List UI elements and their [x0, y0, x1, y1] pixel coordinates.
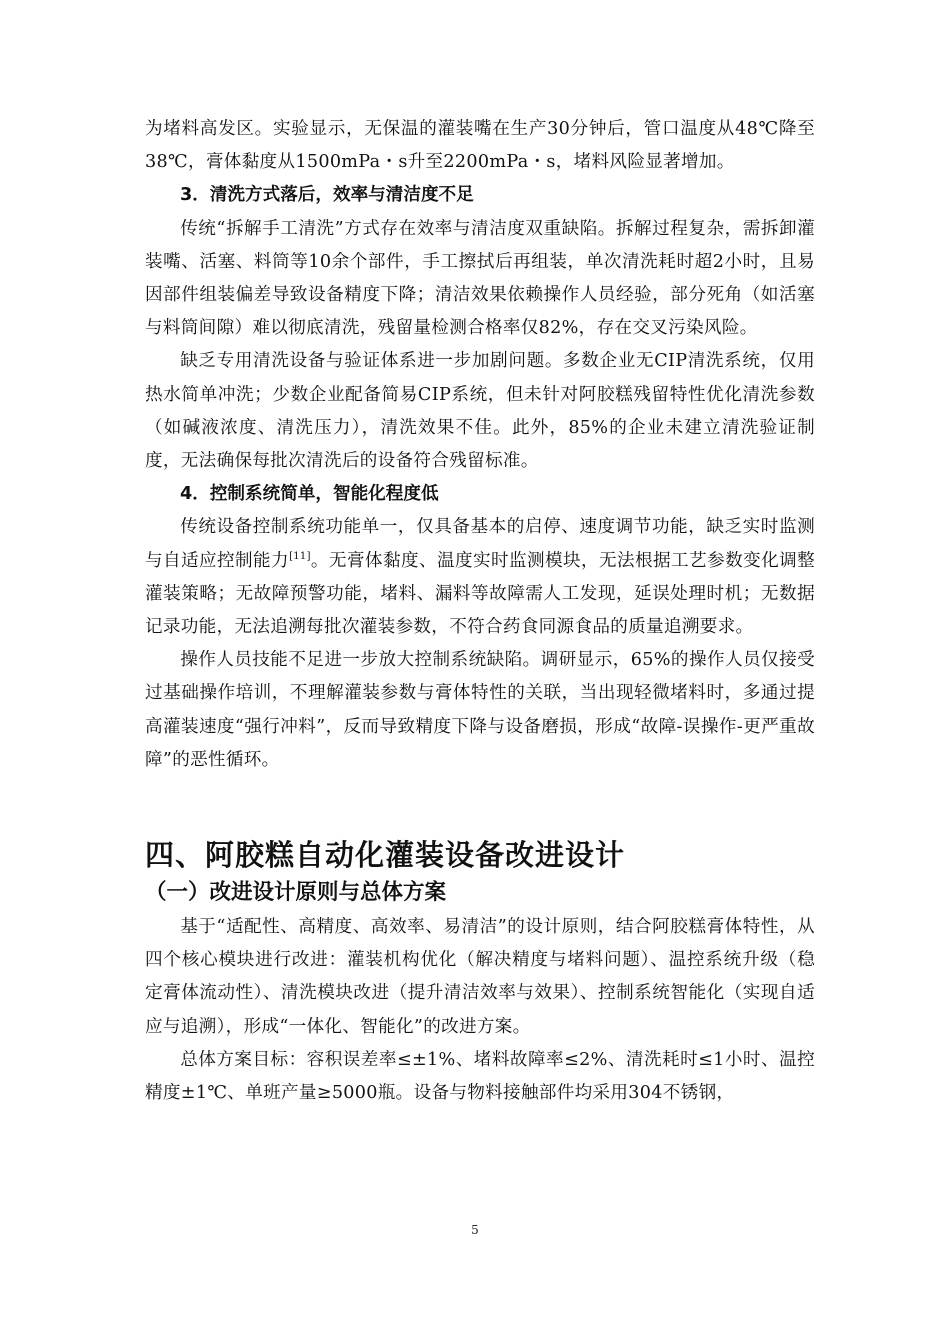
section-gap	[145, 777, 815, 835]
paragraph: 操作人员技能不足进一步放大控制系统缺陷。调研显示，65%的操作人员仅接受过基础操作培训，不理解灌装参数与膏体特性的关联，当出现轻微堵料时，多通过提高灌装速度“强行冲料”，反而导致精度下降与设备磨损，形成“故障-误操作-更严重故障”的恶性循环。	[145, 650, 815, 770]
citation-ref: [11]	[289, 550, 311, 562]
paragraph: 总体方案目标：容积误差率≤±1%、堵料故障率≤2%、清洗耗时≤1小时、温控精度±1℃、单班产量≥5000瓶。设备与物料接触部件均采用304不锈钢，	[145, 1049, 815, 1104]
page-number: 5	[471, 1223, 479, 1237]
paragraph-text: 传统设备控制系统功能单一，仅具备基本的启停、速度调节功能，缺乏实时监测与自适应控制能力	[145, 517, 815, 571]
subheading-item-3: 3．清洗方式落后，效率与清洁度不足	[180, 185, 474, 206]
paragraph: 缺乏专用清洗设备与验证体系进一步加剧问题。多数企业无CIP清洗系统，仅用热水简单冲洗；少数企业配备简易CIP系统，但未针对阿胶糕残留特性优化清洗参数（如碱液浓度、清洗压力），清洗效果不佳。此外，85%的企业未建立清洗验证制度，无法确保每批次清洗后的设备符合残留标准。	[145, 351, 815, 472]
section-title: （一）改进设计原则与总体方案	[145, 880, 447, 906]
paragraph: 基于“适配性、高精度、高效率、易清洁”的设计原则，结合阿胶糕膏体特性，从四个核心模块进行改进：灌装机构优化（解决精度与堵料问题）、温控系统升级（稳定膏体流动性）、清洗模块改进（提升清洁效率与效果）、控制系统智能化（实现自适应与追溯），形成“一体化、智能化”的改进方案。	[145, 917, 815, 1037]
subheading-item-4: 4．控制系统简单，智能化程度低	[180, 484, 439, 505]
paragraph-text: 。无膏体黏度、温度实时监测模块，无法根据工艺参数变化调整灌装策略；无故障预警功能，堵料、漏料等故障需人工发现，延误处理时机；无数据记录功能，无法追溯每批次灌装参数，不符合药食同源食品的质量追溯要求。	[145, 550, 815, 638]
paragraph: 传统“拆解手工清洗”方式存在效率与清洁度双重缺陷。拆解过程复杂，需拆卸灌装嘴、活塞、料筒等10余个部件，手工擦拭后再组装，单次清洗耗时超2小时，且易因部件组装偏差导致设备精度下降；清洁效果依赖操作人员经验，部分死角（如活塞与料筒间隙）难以彻底清洗，残留量检测合格率仅82%，存在交叉污染风险。	[145, 218, 815, 339]
chapter-title: 四、阿胶糕自动化灌装设备改进设计	[145, 838, 626, 873]
paragraph: 为堵料高发区。实验显示，无保温的灌装嘴在生产30分钟后，管口温度从48℃降至38℃，膏体黏度从1500mPa・s升至2200mPa・s，堵料风险显著增加。	[145, 119, 815, 173]
paragraph	[145, 511, 815, 644]
page-content	[145, 113, 815, 1110]
